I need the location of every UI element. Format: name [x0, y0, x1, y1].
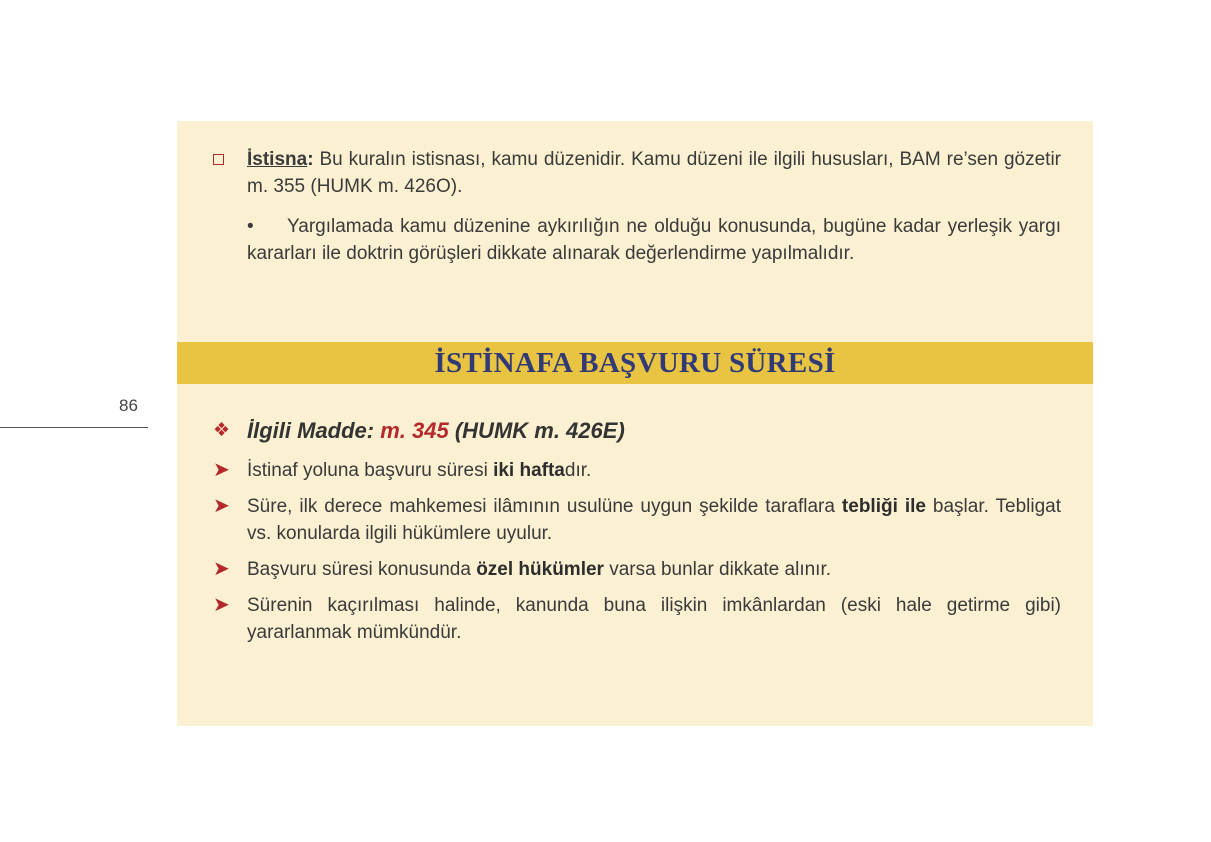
exception-label: İstisna: [247, 149, 308, 170]
section-banner: [177, 342, 1093, 384]
arrow-bullet-icon: ➤: [213, 495, 230, 517]
checkbox-square-icon: [213, 154, 224, 165]
rule-item: [213, 556, 1061, 583]
related-article-line: [213, 417, 1061, 444]
exception-bullet-text: Yargılamada kamu düzenine aykırılığın ne olduğu konusunda, bugüne kadar yerleşik yargı kararları ile doktrin görüşleri dikkate alınarak değerlendirme yapılmalıdır.: [247, 216, 1061, 264]
application-period-section: [213, 417, 1061, 655]
rule-item-text: İstinaf yoluna başvuru süresi iki haftadır.: [247, 460, 592, 481]
exception-paragraph: İstisna: Bu kuralın istisnası, kamu düzenidir. Kamu düzeni ile ilgili hususları, BAM re’sen gözetir m. 355 (HUMK m. 426O).: [247, 149, 1061, 197]
arrow-bullet-icon: ➤: [213, 558, 230, 580]
rule-item-text: Sürenin kaçırılması halinde, kanunda buna ilişkin imkânlardan (eski hale getirme gibi) yararlanmak mümkündür.: [247, 595, 1061, 643]
bullet-dot-icon: •: [247, 216, 254, 237]
rule-item-text: Başvuru süresi konusunda özel hükümler varsa bunlar dikkate alınır.: [247, 559, 832, 580]
humk-reference: (HUMK m. 426E): [448, 418, 625, 443]
rule-item: [213, 493, 1061, 547]
arrow-bullet-icon: ➤: [213, 459, 230, 481]
diamond-bullet-icon: ❖: [213, 420, 231, 441]
page-number: 86: [119, 396, 138, 415]
arrow-bullet-icon: ➤: [213, 594, 230, 616]
exception-bullet: [213, 213, 1061, 267]
rule-item: [213, 457, 1061, 484]
exception-section: [213, 146, 1061, 267]
section-title: İSTİNAFA BAŞVURU SÜRESİ: [434, 346, 836, 379]
page-number-rule: [0, 427, 148, 428]
rule-item-text: Süre, ilk derece mahkemesi ilâmının usulüne uygun şekilde taraflara tebliği ile başlar. Tebligat vs. konularda ilgili hükümlere uyulur.: [247, 496, 1061, 544]
related-article-label: İlgili Madde:: [247, 418, 381, 443]
article-reference: m. 345: [380, 418, 449, 443]
rule-list: [213, 457, 1061, 646]
rule-item: [213, 592, 1061, 646]
